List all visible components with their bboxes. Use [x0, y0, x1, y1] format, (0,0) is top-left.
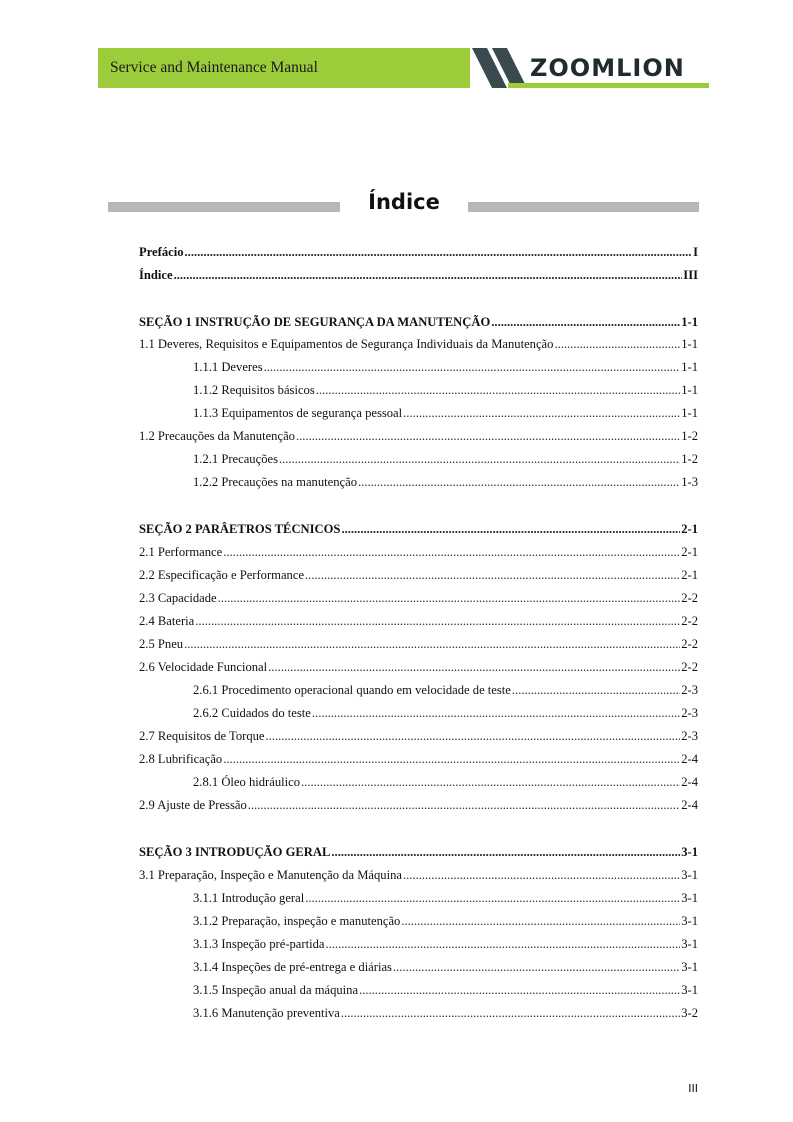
toc-leader-dots — [403, 865, 680, 885]
toc-entry — [193, 911, 698, 931]
toc-entry — [139, 565, 698, 585]
toc-entry-page: 1-1 — [681, 406, 698, 420]
toc-entry — [139, 842, 698, 862]
toc-entry — [193, 1003, 698, 1023]
toc-entry-label: SEÇÃO 2 PARÂETROS TÉCNICOS — [139, 522, 341, 536]
toc-entry — [193, 357, 698, 377]
toc-entry-page: 2-4 — [681, 752, 698, 766]
toc-leader-dots — [296, 426, 680, 446]
toc-entry — [139, 611, 698, 631]
toc-leader-dots — [401, 911, 680, 931]
toc-leader-dots — [491, 312, 680, 332]
toc-entry-page: 2-4 — [681, 775, 698, 789]
toc-leader-dots — [325, 934, 680, 954]
toc-entry-label: 3.1.6 Manutenção preventiva — [193, 1006, 340, 1020]
toc-entry-page: 2-2 — [681, 637, 698, 651]
toc-leader-dots — [554, 334, 680, 354]
toc-leader-dots — [279, 449, 680, 469]
toc-entry-label: 2.6.2 Cuidados do teste — [193, 706, 311, 720]
toc-entry — [139, 726, 698, 746]
toc-entry — [139, 795, 698, 815]
toc-entry — [193, 888, 698, 908]
toc-leader-dots — [359, 980, 680, 1000]
toc-entry-page: 3-1 — [681, 868, 698, 882]
toc-entry-page: 2-2 — [681, 591, 698, 605]
toc-entry-page: 2-3 — [681, 683, 698, 697]
toc-leader-dots — [184, 634, 680, 654]
toc-entry-page: 2-2 — [681, 660, 698, 674]
toc-leader-dots — [393, 957, 680, 977]
toc-entry-page: 3-1 — [681, 914, 698, 928]
toc-entry — [193, 772, 698, 792]
toc-entry-page: 1-2 — [681, 452, 698, 466]
toc-leader-dots — [316, 380, 680, 400]
toc-entry — [139, 865, 698, 885]
toc-entry-page: 3-1 — [681, 960, 698, 974]
toc-entry-label: 1.1.1 Deveres — [193, 360, 263, 374]
toc-entry-label: Prefácio — [139, 245, 184, 259]
toc-entry-label: 1.2 Precauções da Manutenção — [139, 429, 295, 443]
toc-entry-page: III — [683, 268, 698, 282]
toc-leader-dots — [223, 749, 680, 769]
toc-leader-dots — [312, 703, 680, 723]
toc-entry-page: 2-3 — [681, 729, 698, 743]
toc-entry-page: 2-3 — [681, 706, 698, 720]
toc-entry-page: 2-1 — [681, 545, 698, 559]
toc-entry-page: 1-1 — [681, 360, 698, 374]
toc-entry — [139, 312, 698, 332]
toc-entry-label: 1.1.2 Requisitos básicos — [193, 383, 315, 397]
toc-entry — [139, 657, 698, 677]
toc-entry — [193, 703, 698, 723]
manual-title: Service and Maintenance Manual — [110, 59, 318, 76]
toc-leader-dots — [195, 611, 680, 631]
toc-entry-label: 2.5 Pneu — [139, 637, 184, 651]
toc-entry-page: 3-1 — [681, 983, 698, 997]
toc-entry — [139, 542, 698, 562]
title-block — [108, 190, 699, 224]
toc-leader-dots — [341, 519, 680, 539]
toc-entry-label: 3.1.4 Inspeções de pré-entrega e diárias — [193, 960, 392, 974]
toc-entry-page: 2-1 — [681, 568, 698, 582]
toc-entry-page: I — [693, 245, 698, 259]
toc-entry-label: 2.6 Velocidade Funcional — [139, 660, 268, 674]
toc-leader-dots — [358, 472, 680, 492]
toc-entry-page: 3-1 — [681, 937, 698, 951]
page-number: III — [688, 1082, 698, 1095]
toc-entry — [193, 449, 698, 469]
toc-entry-label: 2.8.1 Óleo hidráulico — [193, 775, 301, 789]
toc-entry — [193, 680, 698, 700]
toc-entry-page: 1-1 — [681, 315, 698, 329]
toc-entry-label: SEÇÃO 1 INSTRUÇÃO DE SEGURANÇA DA MANUTENÇÃO — [139, 315, 491, 329]
toc-entry-label: 3.1.2 Preparação, inspeção e manutenção — [193, 914, 401, 928]
toc-leader-dots — [305, 565, 680, 585]
toc-entry-label: 2.2 Especificação e Performance — [139, 568, 305, 582]
toc-leader-dots — [218, 588, 681, 608]
toc-entry — [139, 242, 698, 262]
header-underline — [508, 83, 709, 88]
toc-leader-dots — [301, 772, 680, 792]
toc-entry-label: 2.8 Lubrificação — [139, 752, 223, 766]
toc-entry-label: 2.3 Capacidade — [139, 591, 217, 605]
toc-entry — [193, 934, 698, 954]
toc-entry — [139, 588, 698, 608]
toc-leader-dots — [512, 680, 680, 700]
toc-leader-dots — [331, 842, 680, 862]
toc-entry — [193, 957, 698, 977]
toc-entry — [139, 749, 698, 769]
toc-entry-label: 2.7 Requisitos de Torque — [139, 729, 265, 743]
toc-entry-page: 3-2 — [681, 1006, 698, 1020]
toc-entry-page: 3-1 — [681, 891, 698, 905]
toc-entry-page: 1-1 — [681, 337, 698, 351]
toc-leader-dots — [185, 242, 693, 262]
toc-leader-dots — [223, 542, 680, 562]
toc-entry-label: 2.4 Bateria — [139, 614, 195, 628]
toc-entry-label: 2.1 Performance — [139, 545, 223, 559]
page-title: Índice — [368, 190, 440, 214]
toc-entry-label: 3.1.1 Introdução geral — [193, 891, 305, 905]
toc-entry — [139, 265, 698, 285]
toc-entry-label: 1.2.2 Precauções na manutenção — [193, 475, 358, 489]
toc-entry-label: 3.1.5 Inspeção anual da máquina — [193, 983, 359, 997]
toc-entry — [139, 334, 698, 354]
toc-entry — [139, 634, 698, 654]
toc-entry-page: 1-3 — [681, 475, 698, 489]
toc-entry — [139, 519, 698, 539]
toc-entry-label: 2.9 Ajuste de Pressão — [139, 798, 247, 812]
title-bar-right — [468, 202, 699, 212]
toc-leader-dots — [264, 357, 681, 377]
toc-entry-label: 3.1.3 Inspeção pré-partida — [193, 937, 325, 951]
toc-leader-dots — [174, 265, 683, 285]
toc-entry-page: 3-1 — [681, 845, 698, 859]
toc-entry-page: 1-1 — [681, 383, 698, 397]
toc-leader-dots — [341, 1003, 680, 1023]
toc-entry-label: 2.6.1 Procedimento operacional quando em velocidade de teste — [193, 683, 511, 697]
toc-entry-page: 2-1 — [681, 522, 698, 536]
toc-entry-label: 1.2.1 Precauções — [193, 452, 278, 466]
toc-entry-page: 2-4 — [681, 798, 698, 812]
brand-logo-text: ZOOMLION — [530, 54, 685, 82]
toc-entry — [193, 472, 698, 492]
toc-entry-label: Índice — [139, 268, 173, 282]
toc-entry — [193, 403, 698, 423]
toc-entry-label: 1.1.3 Equipamentos de segurança pessoal — [193, 406, 403, 420]
toc-leader-dots — [305, 888, 680, 908]
page-header — [98, 48, 709, 88]
toc-leader-dots — [268, 657, 680, 677]
toc-entry-page: 1-2 — [681, 429, 698, 443]
header-band — [98, 48, 470, 88]
toc-entry-label: SEÇÃO 3 INTRODUÇÃO GERAL — [139, 845, 331, 859]
toc-leader-dots — [248, 795, 680, 815]
toc-leader-dots — [403, 403, 680, 423]
toc-entry-page: 2-2 — [681, 614, 698, 628]
toc-leader-dots — [266, 726, 681, 746]
title-bar-left — [108, 202, 340, 212]
toc-entry-label: 1.1 Deveres, Requisitos e Equipamentos de Segurança Individuais da Manutenção — [139, 337, 554, 351]
toc-entry — [139, 426, 698, 446]
toc-entry — [193, 980, 698, 1000]
toc-entry-label: 3.1 Preparação, Inspeção e Manutenção da Máquina — [139, 868, 402, 882]
toc-entry — [193, 380, 698, 400]
